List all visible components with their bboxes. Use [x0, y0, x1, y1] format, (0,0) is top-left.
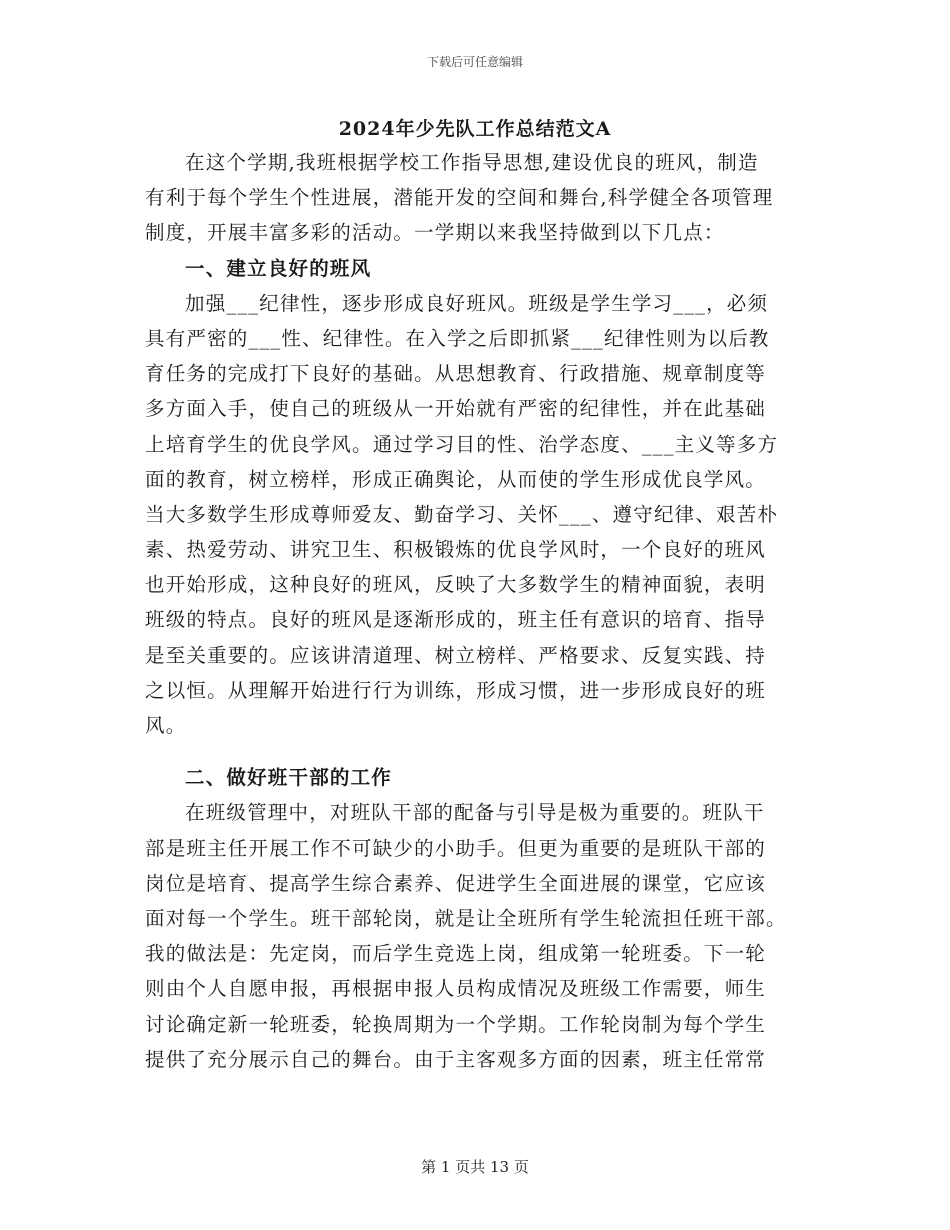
paragraph-line: 面对每一个学生。班干部轮岗，就是让全班所有学生轮流担任班干部。: [145, 906, 787, 930]
paragraph-line: 之以恒。从理解开始进行行为训练，形成习惯，进一步形成良好的班: [145, 678, 767, 702]
paragraph-line: 班级的特点。良好的班风是逐渐形成的，班主任有意识的培育、指导: [145, 608, 767, 632]
paragraph-line: 素、热爱劳动、讲究卫生、积极锻炼的优良学风时，一个良好的班风: [145, 538, 767, 562]
document-title: 2024年少先队工作总结范文A: [338, 118, 612, 140]
paragraph-line: 我的做法是：先定岗，而后学生竞选上岗，组成第一轮班委。下一轮: [145, 942, 767, 966]
paragraph-line: 讨论确定新一轮班委，轮换周期为一个学期。工作轮岗制为每个学生: [145, 1012, 767, 1036]
section-heading: 一、建立良好的班风: [185, 256, 372, 280]
paragraph-line: 风。: [145, 714, 187, 737]
paragraph-line: 当大多数学生形成尊师爱友、勤奋学习、关怀___、遵守纪律、艰苦朴: [145, 502, 779, 526]
header-note: 下载后可任意编辑: [426, 55, 523, 69]
section-heading: 二、做好班干部的工作: [185, 766, 393, 790]
intro-line: 在这个学期,我班根据学校工作指导思想,建设优良的班风，制造: [185, 151, 759, 174]
page-footer: 第 1 页共 13 页: [421, 1158, 529, 1176]
paragraph-line: 多方面入手，使自己的班级从一开始就有严密的纪律性，并在此基础: [145, 397, 767, 421]
intro-line: 有利于每个学生个性进展，潜能开发的空间和舞台,科学健全各项管理: [145, 186, 774, 210]
paragraph-line: 育任务的完成打下良好的基础。从思想教育、行政措施、规章制度等: [145, 362, 767, 386]
paragraph-line: 加强___纪律性，逐步形成良好班风。班级是学生学习___，必须: [185, 291, 769, 315]
intro-line: 制度，开展丰富多彩的活动。一学期以来我坚持做到以下几点：: [145, 221, 725, 245]
paragraph-line: 岗位是培育、提高学生综合素养、促进学生全面进展的课堂，它应该: [145, 871, 767, 895]
paragraph-line: 部是班主任开展工作不可缺少的小助手。但更为重要的是班队干部的: [145, 836, 767, 860]
paragraph-line: 提供了充分展示自己的舞台。由于主客观多方面的因素，班主任常常: [145, 1047, 767, 1071]
paragraph-line: 也开始形成，这种良好的班风，反映了大多数学生的精神面貌，表明: [145, 573, 767, 597]
paragraph-line: 则由个人自愿申报，再根据申报人员构成情况及班级工作需要，师生: [145, 977, 767, 1001]
document-body: [145, 145, 805, 1077]
paragraph-line: 上培育学生的优良学风。通过学习目的性、治学态度、___主义等多方: [145, 432, 779, 456]
paragraph-line: 具有严密的___性、纪律性。在入学之后即抓紧___纪律性则为以后教: [145, 326, 770, 350]
paragraph-line: 是至关重要的。应该讲清道理、树立榜样、严格要求、反复实践、持: [145, 643, 767, 667]
paragraph-line: 在班级管理中，对班队干部的配备与引导是极为重要的。班队干: [185, 801, 765, 825]
paragraph-line: 面的教育，树立榜样，形成正确舆论，从而使的学生形成优良学风。: [145, 467, 767, 491]
